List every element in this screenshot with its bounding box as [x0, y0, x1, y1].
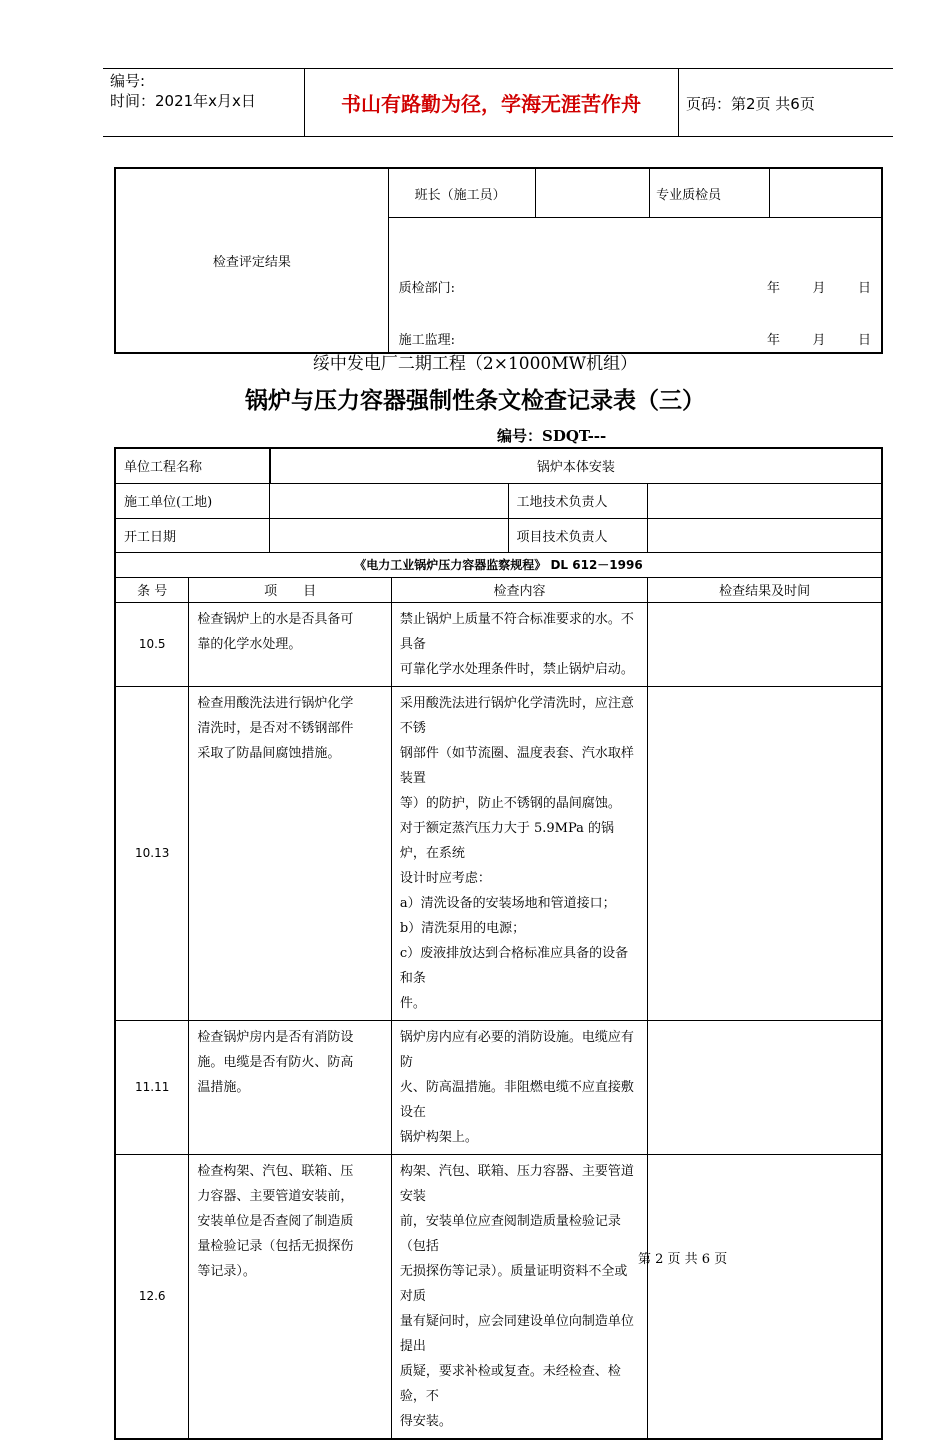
content-line: 前，安装单位应查阅制造质量检验记录（包括	[399, 1213, 621, 1254]
project-name: 绥中发电厂二期工程（2×1000MW机组）	[312, 354, 638, 374]
clause-number: 11.11	[115, 1020, 189, 1154]
site-tech-label: 工地技术负责人	[508, 483, 648, 518]
item-line: 施。电缆是否有防火、防高	[197, 1054, 354, 1070]
content-text	[391, 602, 647, 686]
content-line: 采用酸洗法进行锅炉化学清洗时，应注意不锈	[399, 695, 634, 736]
page-footer: 第 2 页 共 6 页	[638, 1252, 728, 1267]
item-line: 靠的化学水处理。	[197, 636, 302, 652]
table-row	[115, 1154, 882, 1439]
project-tech-label: 项目技术负责人	[508, 518, 648, 552]
number-label: 编号:	[110, 72, 146, 90]
page-label: 页码：第2页 共6页	[686, 95, 815, 113]
content-line: c）废液排放达到合格标准应具备的设备和条	[399, 945, 629, 986]
clause-number: 12.6	[115, 1154, 189, 1439]
evaluation-label: 检查评定结果	[115, 168, 388, 353]
day-label: 日	[857, 333, 871, 348]
content-line: 量有疑问时，应会同建设单位向制造单位提出	[399, 1313, 634, 1354]
result-cell	[648, 1020, 882, 1154]
day-label: 日	[857, 281, 871, 296]
item-line: 力容器、主要管道安装前，	[197, 1188, 354, 1204]
content-line: a）清洗设备的安装场地和管道接口；	[399, 895, 616, 911]
item-line: 检查锅炉房内是否有消防设	[197, 1029, 354, 1045]
content-line: 禁止锅炉上质量不符合标准要求的水。不具备	[399, 611, 634, 652]
result-cell	[648, 686, 882, 1020]
qc-sign	[769, 168, 882, 218]
item-text	[189, 686, 391, 1020]
month-label: 月	[812, 281, 826, 296]
result-cell	[648, 1154, 882, 1439]
item-line: 采取了防晶间腐蚀措施。	[197, 745, 341, 761]
content-line: 可靠化学水处理条件时，禁止锅炉启动。	[399, 661, 634, 677]
table-row	[115, 1020, 882, 1154]
supervision-row	[388, 300, 882, 353]
content-text	[391, 1020, 647, 1154]
time-label: 时间：2021年x月x日	[110, 92, 256, 110]
header-meta	[110, 71, 256, 111]
item-text	[189, 602, 391, 686]
col-item: 项 目	[189, 577, 391, 602]
item-text	[189, 1020, 391, 1154]
content-line: 钢部件（如节流圈、温度表套、汽水取样装置	[399, 745, 634, 786]
content-line: 火、防高温措施。非阻燃电缆不应直接敷设在	[399, 1079, 634, 1120]
content-line: 得安装。	[399, 1413, 452, 1429]
start-date-value	[270, 518, 508, 552]
item-text	[189, 1154, 391, 1439]
dept-date	[767, 277, 871, 296]
inspection-rows	[115, 602, 882, 1439]
document-title: 锅炉与压力容器强制性条文检查记录表（三）	[245, 387, 705, 414]
year-label: 年	[767, 333, 781, 348]
content-line: b）清洗泵用的电源；	[399, 920, 526, 936]
item-line: 安装单位是否查阅了制造质	[197, 1213, 354, 1229]
content-line: 设计时应考虑：	[399, 870, 491, 886]
unit-name-label: 单位工程名称	[115, 448, 270, 483]
table-row	[115, 686, 882, 1020]
item-line: 检查锅炉上的水是否具备可	[197, 611, 354, 627]
content-line: 构架、汽包、联箱、压力容器、主要管道安装	[399, 1163, 634, 1204]
content-line: 质疑，要求补检或复查。未经检查、检验，不	[399, 1363, 621, 1404]
col-result: 检查结果及时间	[648, 577, 882, 602]
content-line: 件。	[399, 995, 426, 1011]
content-line: 无损探伤等记录）。质量证明资料不全或对质	[399, 1263, 628, 1304]
item-line: 检查构架、汽包、联箱、压	[197, 1163, 354, 1179]
slogan: 书山有路勤为径，学海无涯苦作舟	[341, 91, 641, 116]
item-line: 温措施。	[197, 1079, 250, 1095]
supervision-label: 施工监理:	[398, 333, 456, 348]
col-content: 检查内容	[391, 577, 647, 602]
content-text	[391, 1154, 647, 1439]
inspection-table	[114, 447, 883, 1440]
contractor-label: 施工单位(工地)	[115, 483, 270, 518]
project-tech-value	[648, 518, 882, 552]
content-line: 锅炉构架上。	[399, 1129, 478, 1145]
year-label: 年	[767, 281, 781, 296]
month-label: 月	[812, 333, 826, 348]
qc-label: 专业质检员	[650, 168, 770, 218]
dept-label: 质检部门:	[398, 281, 456, 296]
dept-row	[388, 218, 882, 301]
evaluation-table	[114, 167, 883, 354]
document-code: 编号：SDQT---	[497, 427, 607, 445]
start-date-label: 开工日期	[115, 518, 270, 552]
item-line: 等记录）。	[197, 1263, 256, 1279]
item-line: 量检验记录（包括无损探伤	[197, 1238, 354, 1254]
unit-name-value: 锅炉本体安装	[270, 448, 882, 483]
table-row	[115, 602, 882, 686]
col-clause: 条 号	[115, 577, 189, 602]
content-line: 等）的防护，防止不锈钢的晶间腐蚀。	[399, 795, 621, 811]
leader-sign	[536, 168, 650, 218]
result-cell	[648, 602, 882, 686]
content-line: 锅炉房内应有必要的消防设施。电缆应有防	[399, 1029, 634, 1070]
content-text	[391, 686, 647, 1020]
contractor-value	[270, 483, 508, 518]
item-line: 检查用酸洗法进行锅炉化学	[197, 695, 354, 711]
leader-label: 班长（施工员）	[388, 168, 536, 218]
clause-number: 10.5	[115, 602, 189, 686]
content-line: 对于额定蒸汽压力大于 5.9MPa 的锅炉，在系统	[399, 820, 615, 861]
site-tech-value	[648, 483, 882, 518]
item-line: 清洗时，是否对不锈钢部件	[197, 720, 354, 736]
regulation-title: 《电力工业锅炉压力容器监察规程》 DL 612－1996	[115, 552, 882, 577]
clause-number: 10.13	[115, 686, 189, 1020]
supervision-date	[767, 329, 871, 348]
